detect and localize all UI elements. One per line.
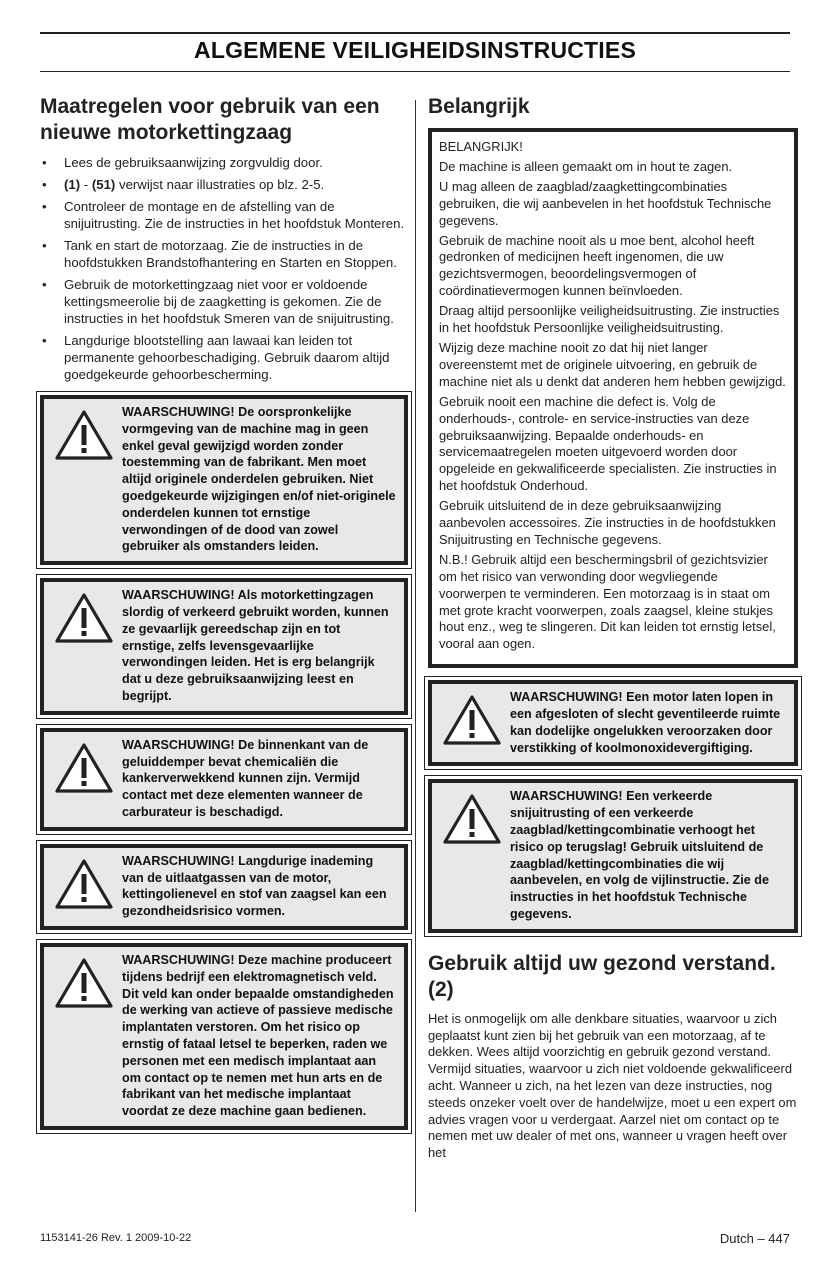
warning-text: WAARSCHUWING! De binnenkant van de geluiddemper bevat chemicaliën die kankerverwekkend kunnen zijn. Vermijd contact met deze elementen wanneer de carburateur is beschadigd. xyxy=(122,737,369,819)
list-item: • Controleer de montage en de afstelling van de snijuitrusting. Zie de instructies in het hoofdstuk Monteren. xyxy=(42,199,405,231)
warning-text: WAARSCHUWING! Een motor laten lopen in een afgesloten of slecht geventileerde ruimte kan dodelijke ongelukken veroorzaken door verstikking of koolmonoxidevergiftiging. xyxy=(510,690,781,755)
list-item: • Tank en start de motorzaag. Zie de instructies in de hoofdstukken Brandstofhantering en Starten en Stoppen. xyxy=(42,238,397,270)
page-number: Dutch – 447 xyxy=(719,1231,790,1246)
important-paragraph: U mag alleen de zaagblad/zaagkettingcombinaties gebruiken, die wij aanbevelen in het hoofdstuk Technische gegevens. xyxy=(439,178,772,228)
right-column xyxy=(428,94,798,1162)
warning-triangle-icon xyxy=(442,694,502,746)
warning-box xyxy=(40,943,408,1130)
warning-triangle-icon xyxy=(54,592,114,644)
warning-triangle-icon xyxy=(54,957,114,1009)
important-label: BELANGRIJK! xyxy=(439,139,523,154)
warning-box xyxy=(40,844,408,930)
warning-text: WAARSCHUWING! Langdurige inademing van de uitlaatgassen van de motor, kettingolienevel en stof van zaagsel kan een gezondheidsrisico vormen. xyxy=(122,853,387,919)
warning-box xyxy=(40,395,408,565)
section-heading-new-chainsaw: Maatregelen voor gebruik van een nieuwe motorkettingzaag xyxy=(40,95,380,144)
important-paragraph: Wijzig deze machine nooit zo dat hij niet langer overeenstemt met de originele uitvoering, en gebruik de machine niet als u denkt dat anderen hem hebben gewijzigd. xyxy=(439,339,786,389)
left-column xyxy=(40,94,408,1130)
list-item: • Lees de gebruiksaanwijzing zorgvuldig door. xyxy=(42,155,323,170)
warning-text: WAARSCHUWING! De oorspronkelijke vormgeving van de machine mag in geen enkel geval gewijzigd worden zonder toestemming van de fabrikant. Men moet altijd originele onderdelen gebruiken. Niet goedgekeurde wijzigingen en/of niet-originele onderdelen kunnen tot ernstige verwondingen of de dood van zowel gebruiker als omstanders leiden. xyxy=(122,405,396,554)
section-heading-important: Belangrijk xyxy=(428,95,530,118)
warning-box xyxy=(40,728,408,831)
important-paragraph: Gebruik uitsluitend de in deze gebruiksaanwijzing aanbevolen accessoires. Zie instructies in de hoofdstukken Snijuitrusting en Technische gegevens. xyxy=(439,498,776,547)
warning-box xyxy=(428,779,798,932)
warning-triangle-icon xyxy=(54,858,114,910)
bullet-list xyxy=(40,154,408,383)
body-paragraph: Het is onmogelijk om alle denkbare situaties, waarvoor u zich geplaatst kunt zien bij het gebruik van een motorzaag, af te dekken. Wees altijd voorzichtig en gebruik gezond verstand. Vermijd situaties, waarvoor u zich niet voldoende gekwalificeerd acht. Wanneer u zich, na het lezen van deze instructies, nog steeds onzeker voelt over de handelwijze, moet u een expert om advies vragen voor u verdergaat. Aarzel niet om contact op te nemen met uw dealer of met ons, wanneer u vragen heeft over het xyxy=(428,1010,797,1161)
important-paragraph: Draag altijd persoonlijke veiligheidsuitrusting. Zie instructies in het hoofdstuk Persoonlijke veiligheidsuitrusting. xyxy=(439,303,780,336)
figure-ref-start: (1) xyxy=(64,177,81,192)
list-item: • Langdurige blootstelling aan lawaai kan leiden tot permanente gehoorbeschadiging. Gebruik daarom altijd goedgekeurde gehoorbescherming. xyxy=(42,333,390,382)
warning-text: WAARSCHUWING! Een verkeerde snijuitrusting of een verkeerde zaagblad/kettingcombinatie verhoogt het risico op terugslag! Gebruik uitsluitend de zaagblad/kettingcombinaties die wij aanbevelen, en volg de vijlinstructie. Zie de instructies in het hoofdstuk Technische gegevens. xyxy=(510,789,769,922)
warning-text: WAARSCHUWING! Als motorkettingzagen slordig of verkeerd gebruikt worden, kunnen ze gevaarlijk gereedschap zijn en tot ernstige, zelfs levensgevaarlijke verwondingen leiden. Het is erg belangrijk dat u deze gebruiksaanwijzing leest en begrijpt. xyxy=(122,588,389,703)
list-item: • Gebruik de motorkettingzaag niet voor er voldoende kettingsmeerolie bij de zaagketting is gekomen. Zie de instructies in het hoofdstuk Smeren van de snijuitrusting. xyxy=(42,277,394,326)
header-rule-bottom xyxy=(40,71,790,72)
section-heading-common-sense: Gebruik altijd uw gezond verstand. (2) xyxy=(428,951,776,1001)
column-divider xyxy=(415,100,416,1212)
warning-triangle-icon xyxy=(54,409,114,461)
figure-ref-end: (51) xyxy=(91,177,116,192)
important-paragraph: N.B.! Gebruik altijd een beschermingsbril of gezichtsvizier om het risico van verwonding door wegvliegende voorwerpen te verminderen. Een motorzaag is in staat om met grote kracht voorwerpen, zoals zaagsel, kleine stukjes hout enz., weg te slingeren. Dit kan leiden tot ernstig letsel, vooral aan ogen. xyxy=(439,551,776,652)
warning-triangle-icon xyxy=(54,742,114,794)
warning-text: WAARSCHUWING! Deze machine produceert tijdens bedrijf een elektromagnetisch veld. Dit veld kan onder bepaalde omstandigheden de werking van actieve of passieve medische implantaten verstoren. Om het risico op ernstig of fataal letsel te beperken, raden we personen met een medisch implantaat aan om contact op te nemen met hun arts en de fabrikant van het medische implantaat voordat ze deze machine gaan bedienen. xyxy=(122,952,394,1119)
important-paragraph: Gebruik de machine nooit als u moe bent, alcohol heeft gedronken of medicijnen heeft ingenomen, die uw gezichtsvermogen, beoordelingsvermogen of coördinatievermogen kunnen beïnvloeden. xyxy=(439,232,755,299)
document-id: 1153141-26 Rev. 1 2009-10-22 xyxy=(40,1232,192,1244)
warning-triangle-icon xyxy=(442,793,502,845)
warning-box xyxy=(428,680,798,766)
header-rule-top xyxy=(40,32,790,34)
warning-box xyxy=(40,578,408,715)
list-item: • (1) - (51) verwijst naar illustraties op blz. 2-5. xyxy=(42,177,325,192)
important-paragraph: Gebruik nooit een machine die defect is. Volg de onderhouds-, controle- en service-instructies van deze gebruiksaanwijzing. Bepaalde onderhouds- en servicemaatregelen moeten uitgevoerd worden door opgeleide en gekwalificeerde specialisten. Zie instructies in het hoofdstuk Onderhoud. xyxy=(439,393,777,494)
important-paragraph: De machine is alleen gemaakt om in hout te zagen. xyxy=(439,158,733,174)
page-title: ALGEMENE VEILIGHEIDSINSTRUCTIES xyxy=(194,37,636,63)
important-box xyxy=(428,128,798,668)
